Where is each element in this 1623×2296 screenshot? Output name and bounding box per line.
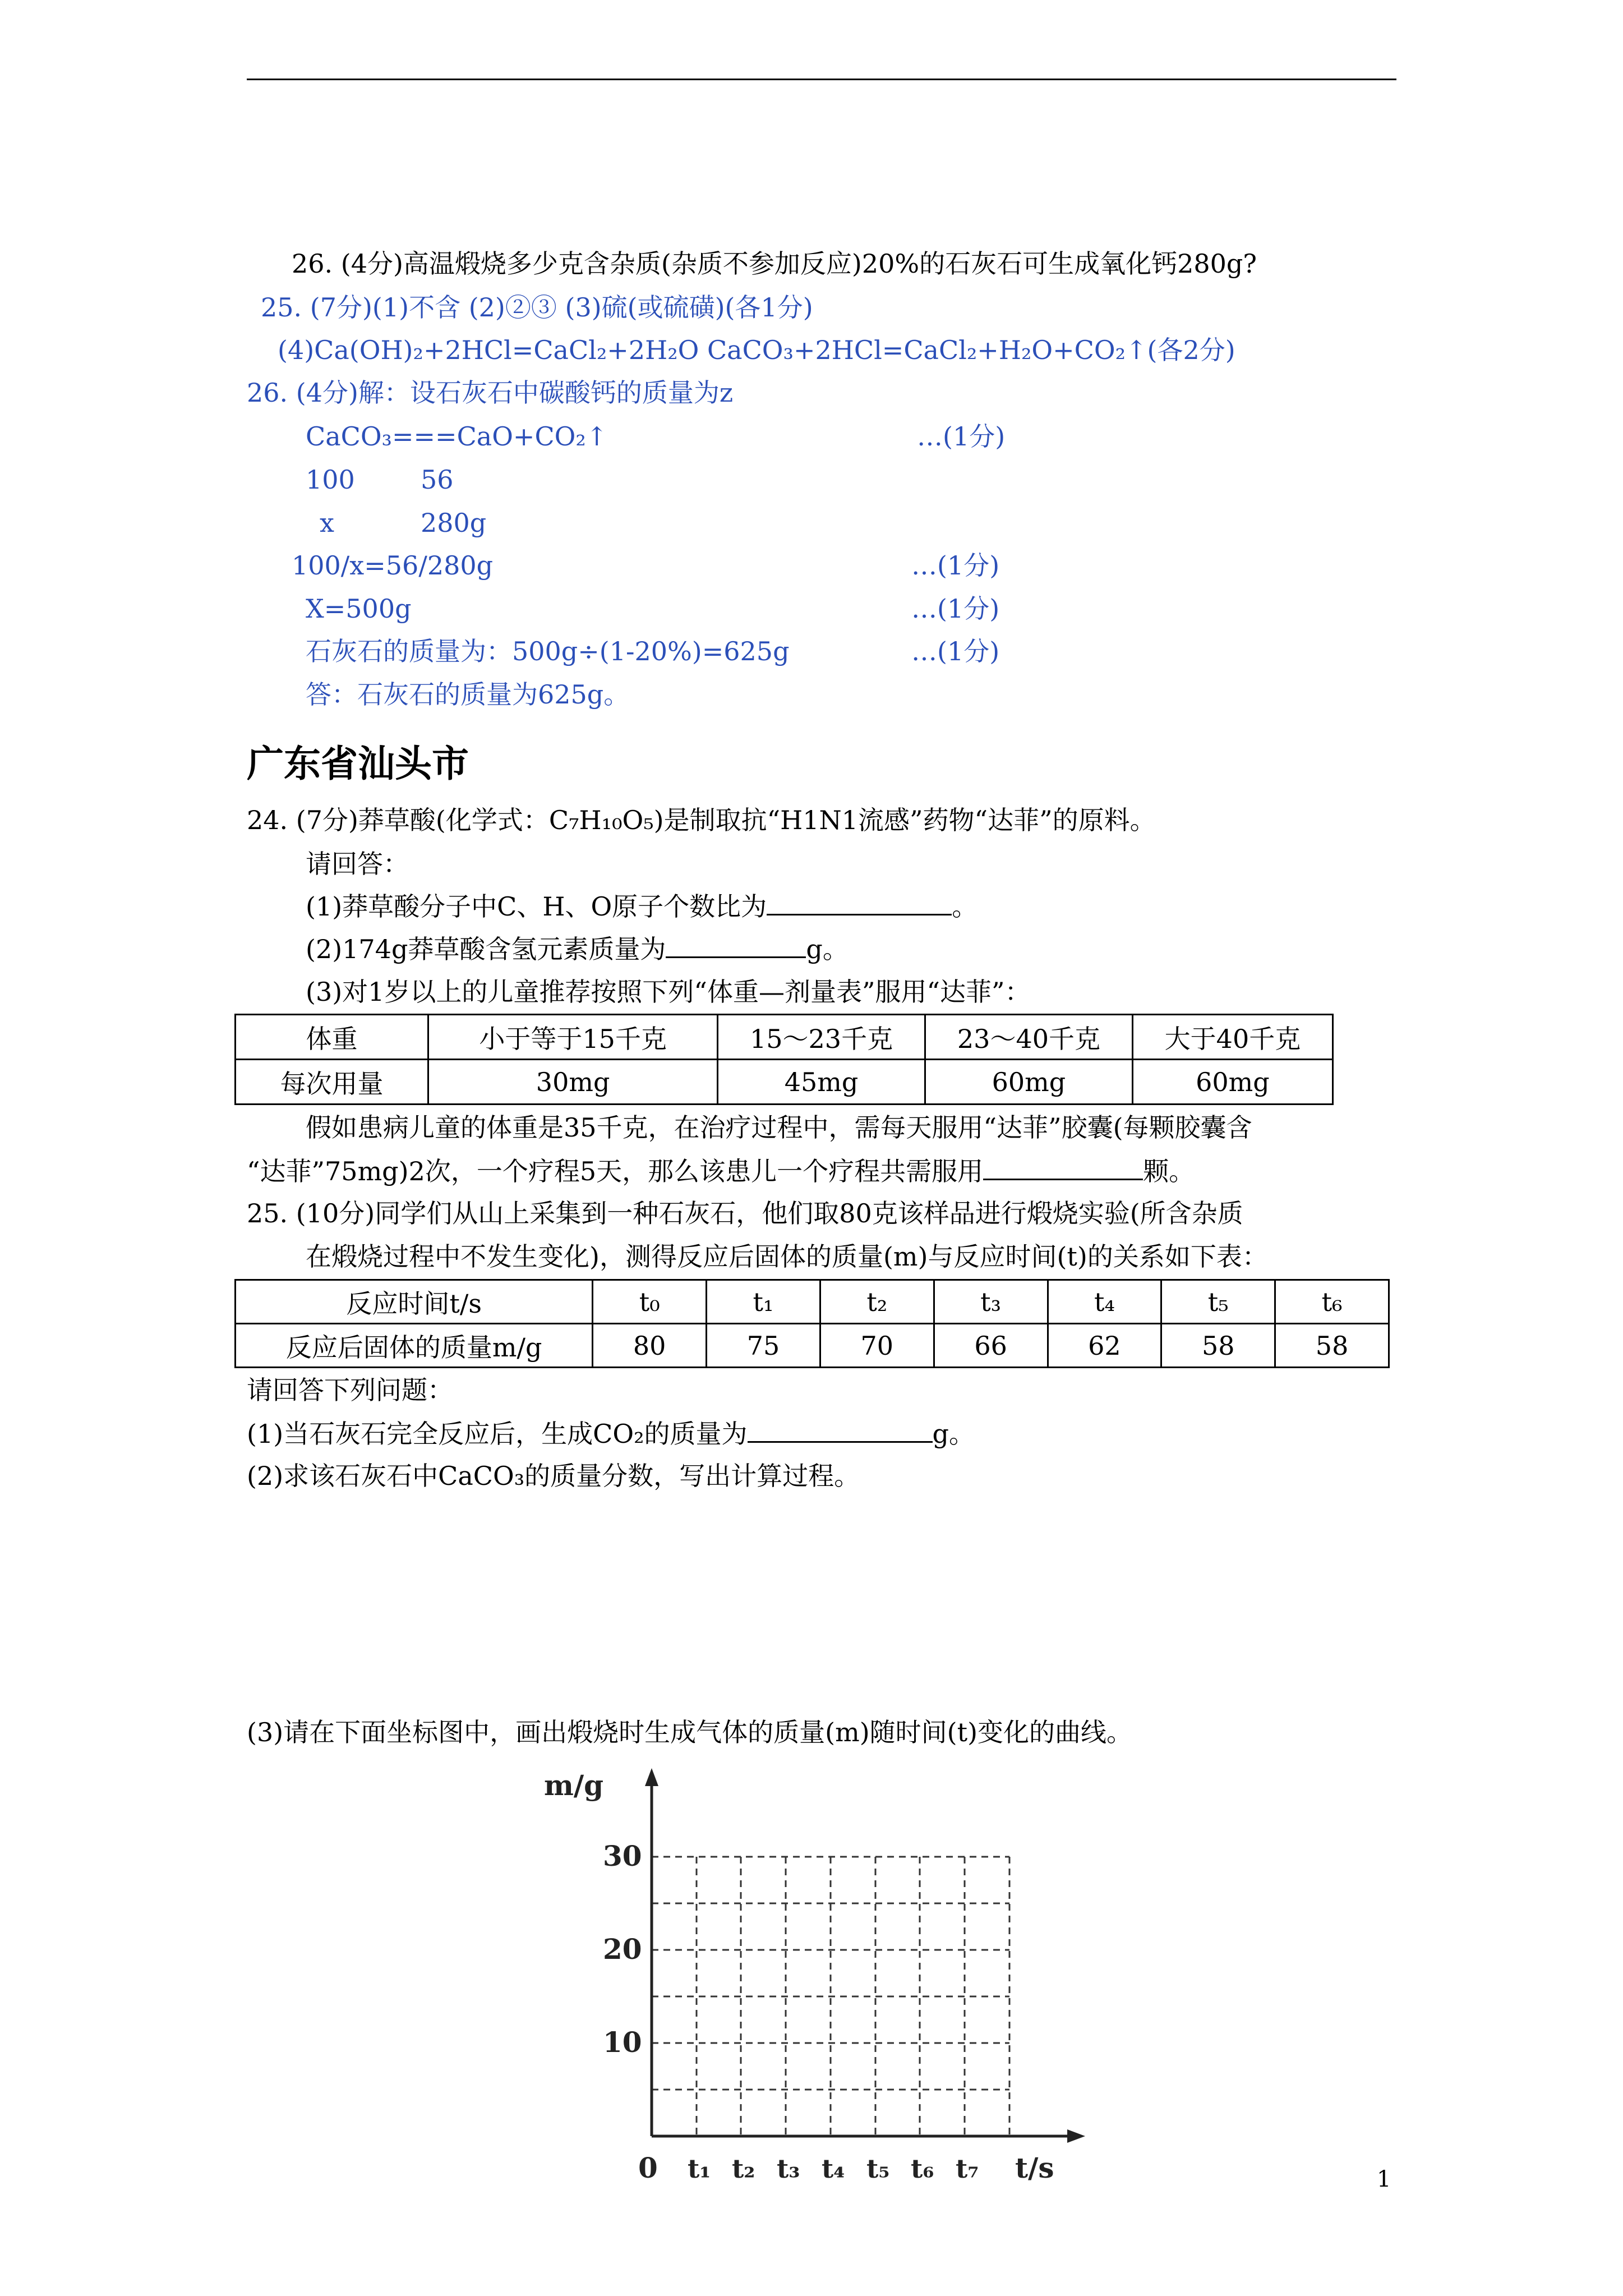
time-cell: 80	[593, 1324, 707, 1368]
y-tick-label: 30	[603, 1839, 642, 1872]
time-cell: t₀	[593, 1280, 707, 1324]
dose-cell: 小于等于15千克	[428, 1015, 718, 1060]
answer-25-line1: 25. (7分)(1)不含 (2)②③ (3)硫(或硫磺)(各1分)	[261, 292, 813, 323]
q25-part1-end: g。	[932, 1419, 975, 1449]
q24-part2-end: g。	[806, 934, 849, 964]
answer-26-proportion: 100/x=56/280g	[292, 550, 494, 581]
dose-cell: 15～23千克	[718, 1015, 925, 1060]
time-cell: 62	[1048, 1324, 1161, 1368]
answer-26-equation: CaCO₃===CaO+CO₂↑	[306, 421, 608, 452]
time-cell: 反应时间t/s	[236, 1280, 593, 1324]
dose-cell: 每次用量	[236, 1060, 428, 1105]
answer-26-mass-280: 280g	[421, 508, 487, 538]
y-tick-label: 10	[603, 2026, 642, 2059]
dose-cell: 大于40千克	[1132, 1015, 1332, 1060]
q25-part1-text: (1)当石灰石完全反应后，生成CO₂的质量为	[247, 1419, 748, 1449]
q25-part1-blank[interactable]	[748, 1416, 933, 1443]
time-table-row	[236, 1280, 1389, 1324]
y-axis-label: m/g	[544, 1769, 604, 1802]
q25-line2: 在煅烧过程中不发生变化)，测得反应后固体的质量(m)与反应时间(t)的关系如下表：	[306, 1241, 1268, 1272]
q25-part3: (3)请在下面坐标图中，画出煅烧时生成气体的质量(m)随时间(t)变化的曲线。	[247, 1717, 1133, 1747]
q24-part2-blank[interactable]	[666, 932, 806, 958]
time-cell: 58	[1275, 1324, 1389, 1368]
answer-26-line1: 26. (4分)解：设石灰石中碳酸钙的质量为z	[247, 378, 734, 408]
time-cell: 70	[820, 1324, 934, 1368]
time-cell: 75	[707, 1324, 820, 1368]
q24-part3: (3)对1岁以上的儿童推荐按照下列“体重—剂量表”服用“达菲”：	[306, 977, 1031, 1007]
q24-part2-text: (2)174g莽草酸含氢元素质量为	[306, 934, 666, 964]
x-tick-label: t₁	[688, 2154, 711, 2184]
q24-part1-blank[interactable]	[767, 889, 952, 915]
origin-label: 0	[638, 2151, 658, 2184]
answer-26-limestone-score: …(1分)	[911, 636, 1000, 666]
q24-part1-text: (1)莽草酸分子中C、H、O原子个数比为	[306, 891, 767, 922]
q24-line7-blank[interactable]	[983, 1154, 1143, 1180]
time-cell: t₂	[820, 1280, 934, 1324]
time-cell: t₆	[1275, 1280, 1389, 1324]
time-cell: t₃	[934, 1280, 1048, 1324]
time-table-row	[236, 1324, 1389, 1368]
y-axis-arrow-icon	[645, 1768, 658, 1786]
q26-question: 26. (4分)高温煅烧多少克含杂质(杂质不参加反应)20%的石灰石可生成氧化钙280g?	[292, 249, 1257, 279]
q24-line7-end: 颗。	[1143, 1156, 1195, 1186]
q25-line3: 请回答下列问题：	[247, 1375, 453, 1405]
time-cell: t₁	[707, 1280, 820, 1324]
x-tick-label: t₃	[777, 2154, 800, 2184]
time-cell: 66	[934, 1324, 1048, 1368]
q25-part2: (2)求该石灰石中CaCO₃的质量分数，写出计算过程。	[247, 1461, 860, 1491]
q24-part2	[306, 932, 849, 966]
x-tick-label: t₄	[822, 2154, 845, 2184]
answer-26-equation-score: …(1分)	[917, 421, 1006, 452]
dose-cell: 30mg	[428, 1060, 718, 1105]
header-rule	[247, 79, 1396, 80]
x-tick-label: t₇	[956, 2154, 979, 2184]
dose-cell: 45mg	[718, 1060, 925, 1105]
dose-cell: 体重	[236, 1015, 428, 1060]
dose-table-row	[236, 1015, 1333, 1060]
coordinate-graph[interactable]	[538, 1761, 1094, 2205]
answer-25-line2: (4)Ca(OH)₂+2HCl=CaCl₂+2H₂O CaCO₃+2HCl=CaCl₂+H₂O+CO₂↑(各2分)	[278, 335, 1235, 365]
dose-table-row	[236, 1060, 1333, 1105]
dose-cell: 23～40千克	[925, 1015, 1133, 1060]
q24-part1-end: 。	[952, 891, 978, 922]
q24-line7-text: “达菲”75mg)2次，一个疗程5天，那么该患儿一个疗程共需服用	[247, 1156, 984, 1186]
x-tick-label: t₅	[866, 2154, 890, 2184]
q24-line7	[247, 1154, 1195, 1188]
time-table	[234, 1279, 1390, 1368]
graph-grid	[652, 1857, 1009, 2136]
x-tick-label: t₂	[732, 2154, 755, 2184]
answer-26-mass-x: x	[320, 508, 334, 538]
time-cell: t₅	[1161, 1280, 1275, 1324]
y-tick-label: 20	[603, 1932, 642, 1966]
time-cell: t₄	[1048, 1280, 1161, 1324]
q24-line6: 假如患病儿童的体重是35千克，在治疗过程中，需每天服用“达菲”胶囊(每颗胶囊含	[306, 1112, 1252, 1143]
q24-line2: 请回答：	[306, 849, 409, 879]
answer-26-mass-56: 56	[421, 464, 454, 495]
x-tick-label: t₆	[911, 2154, 934, 2184]
answer-26-x-score: …(1分)	[911, 593, 1000, 624]
time-cell: 反应后固体的质量m/g	[236, 1324, 593, 1368]
answer-26-proportion-score: …(1分)	[911, 550, 1000, 581]
answer-26-x-value: X=500g	[306, 593, 412, 624]
dose-table	[234, 1014, 1334, 1105]
q25-part1	[247, 1416, 975, 1451]
q24-line1: 24. (7分)莽草酸(化学式：C₇H₁₀O₅)是制取抗“H1N1流感”药物“达菲”的原料。	[247, 805, 1156, 835]
x-axis-label: t/s	[1015, 2151, 1054, 2184]
x-axis-arrow-icon	[1067, 2129, 1085, 2143]
dose-cell: 60mg	[925, 1060, 1133, 1105]
answer-26-final: 答：石灰石的质量为625g。	[306, 679, 630, 710]
q24-part1	[306, 889, 978, 923]
answer-26-mass-100: 100	[306, 464, 355, 495]
q25-line1: 25. (10分)同学们从山上采集到一种石灰石，他们取80克该样品进行煅烧实验(所含杂质	[247, 1198, 1243, 1228]
page-number: 1	[1377, 2166, 1391, 2192]
section-title: 广东省汕头市	[247, 742, 469, 785]
dose-cell: 60mg	[1132, 1060, 1332, 1105]
time-cell: 58	[1161, 1324, 1275, 1368]
answer-26-limestone-mass: 石灰石的质量为：500g÷(1-20%)=625g	[306, 636, 790, 666]
